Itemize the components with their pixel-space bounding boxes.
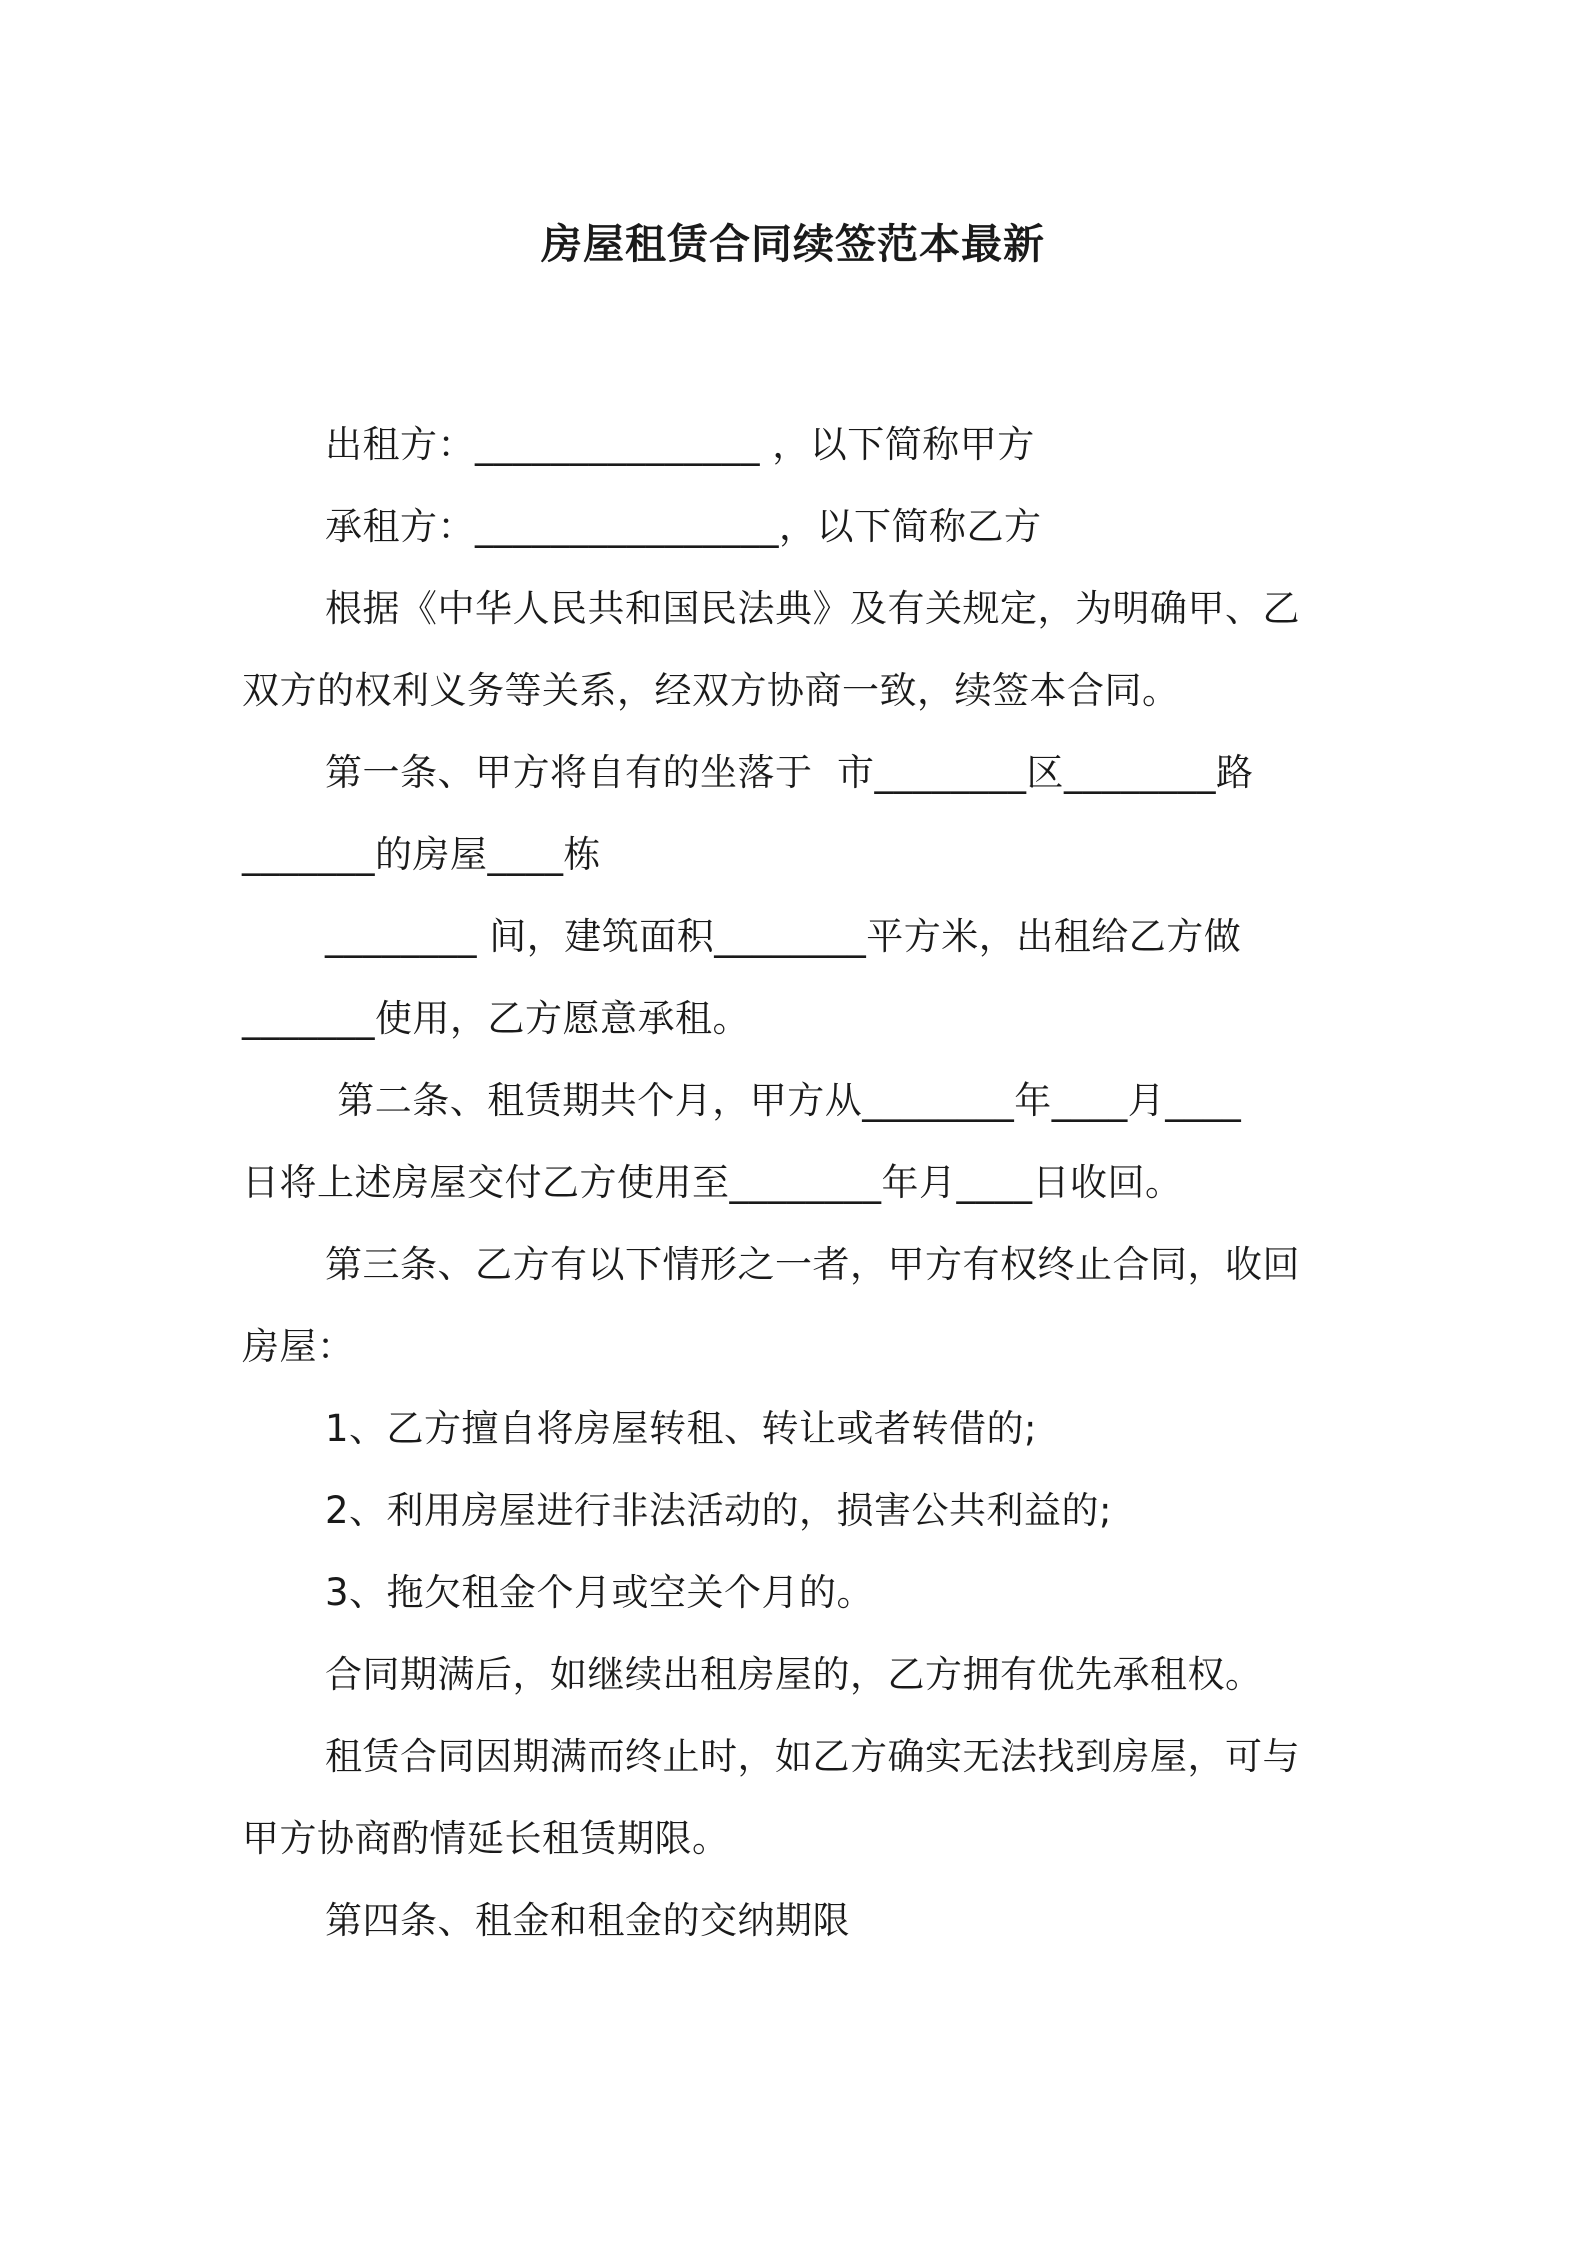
lessee-line: 承租方：________________，以下简称乙方 [325,505,1042,548]
article-3-item-1: 1、乙方擅自将房屋转租、转让或者转借的; [325,1407,1038,1450]
article-1-line-4: _______使用，乙方愿意承租。 [242,997,750,1040]
article-1-line-2: _______的房屋____栋 [242,833,601,876]
lessor-line: 出租方：_______________ ，以下简称甲方 [325,423,1035,466]
article-2-line-2: 日将上述房屋交付乙方使用至________年月____日收回。 [242,1161,1183,1204]
document-title: 房屋租赁合同续签范本最新 [541,220,1045,268]
renewal-priority-line: 合同期满后，如继续出租房屋的，乙方拥有优先承租权。 [325,1653,1263,1696]
article-1-line-3: ________ 间，建筑面积________平方米，出租给乙方做 [325,915,1242,958]
preamble-line-2: 双方的权利义务等关系，经双方协商一致，续签本合同。 [242,669,1180,712]
article-3-line-1: 第三条、乙方有以下情形之一者，甲方有权终止合同，收回 [325,1243,1300,1286]
article-3-line-2: 房屋： [242,1325,355,1368]
article-2-line-1: 第二条、租赁期共个月，甲方从________年____月____ [325,1079,1242,1122]
article-3-item-3: 3、拖欠租金个月或空关个月的。 [325,1571,875,1614]
article-3-item-2: 2、利用房屋进行非法活动的，损害公共利益的; [325,1489,1113,1532]
document-body [242,404,1357,1962]
extension-line-2: 甲方协商酌情延长租赁期限。 [242,1817,730,1860]
article-1-line-1: 第一条、甲方将自有的坐落于 市________区________路 [325,751,1254,794]
extension-line-1: 租赁合同因期满而终止时，如乙方确实无法找到房屋，可与 [325,1735,1300,1778]
preamble-line-1: 根据《中华人民共和国民法典》及有关规定，为明确甲、乙 [325,587,1300,630]
article-4-heading: 第四条、租金和租金的交纳期限 [325,1899,850,1942]
